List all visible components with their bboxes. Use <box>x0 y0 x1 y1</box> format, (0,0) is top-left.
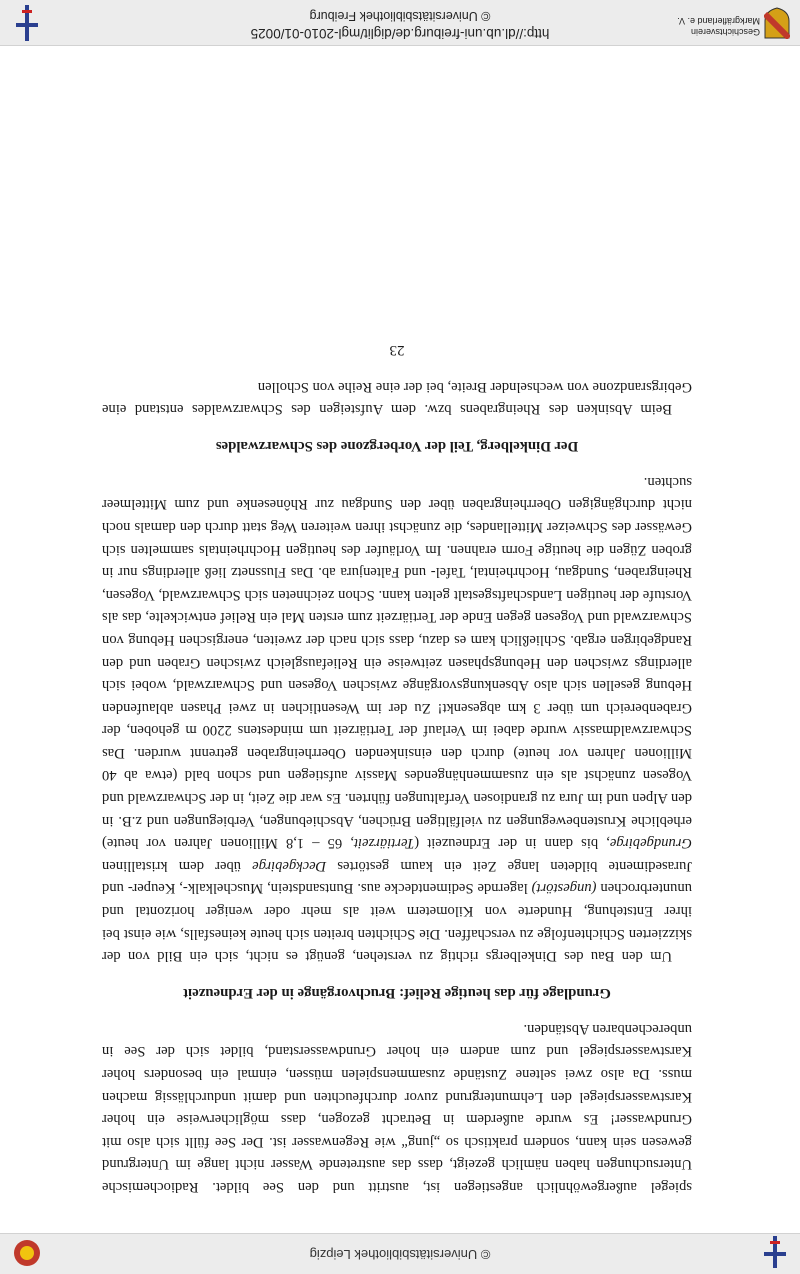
document-url[interactable]: http://dl.ub.uni-freiburg.de/diglit/mgl-2010-01/0025 <box>250 26 550 41</box>
copyright-leipzig: © Universitätsbibliothek Leipzig <box>309 1247 491 1262</box>
document-page <box>102 338 692 1198</box>
viewer-footer-bar <box>0 1233 800 1274</box>
viewer-header-bar <box>0 0 800 46</box>
society-logo-icon <box>10 1238 44 1268</box>
paragraph-lake: spiegel außergewöhnlich angestiegen ist, austritt und den See bildet. Radiochemische Untersuchungen haben nämlich gezeigt, dass das austretende Wasser nicht lange im Untergrund gewesen sein kann, sondern praktisch so „jung“ wie Regenwasser ist. Der See füllt sich also mit Grundwasser! Es wurde außerdem in Betracht gezogen, dass möglicherweise ein hoher Karstwasserspiegel den Lehmuntergrund zuvor durchfeuchten und damit undurchlässig machen muss. Da also zwei seltene Zustände zusammenspielen müssen, einmal ein besonders hoher Karstwasserspiegel und zum andern ein hoher Grundwasserstand, bildet sich der See in unberechenbaren Abständen. <box>102 1020 692 1195</box>
cross-icon <box>16 5 38 41</box>
paragraph-rheingraben: Beim Absinken des Rheingrabens bzw. dem Aufsteigen des Schwarzwaldes entstand eine Gebirgsrandzone von wechselnder Breite, bei der eine Reihe von Schollen <box>102 378 692 418</box>
paragraph-dinkelberg-bau: Um den Bau des Dinkelbergs richtig zu verstehen, genügt es nicht, sich ein Bild von der skizzierten Schichtenfolge zu verschaffen. Die Schichten breiten sich heute keinesfalls, wie einst bei ihrer Entstehung, Hunderte von Kilometern weit als mehr oder weniger horizontal und ununterbrochen (ungestört) lagernde Sedimentdecke aus. Buntsandstein, Muschelkalk-, Keuper- und Jurasedimente bildeten lange Zeit ein kaum gestörtes Deckgebirge über dem kristallinen Grundgebirge, bis dann in der Erdneuzeit (Tertiärzeit, 65 – 1,8 Millionen Jahren vor heute) erhebliche Krustenbewegungen zu vielfältigen Brüchen, Abschiebungen, Verbiegungen und z.B. in den Alpen und im Jura zu grandiosen Verfaltungen führten. Es war die Zeit, in der Schwarzwald und Vogesen zunächst als ein zusammenhängendes Massiv aufstiegen und schon bald (etwa ab 40 Millionen Jahren vor heute) durch den einsinkenden Oberrheingraben getrennt wurden. Das Schwarzwaldmassiv wurde dabei im Verlauf der Tertiärzeit um mindestens 2200 m gehoben, der Grabenbereich um über 3 km abgesenkt! Zu der im Wesentlichen in zwei Phasen ablaufenden Hebung gesellen sich also Absenkungsvorgänge zwischen Vogesen und Schwarzwald, wobei sich allerdings zwischen den Hebungsphasen zeitweise ein Reliefausgleich zwischen Graben und den Randgebirgen ergab. Schließlich kam es dazu, dass sich nach der zweiten, energischen Hebung von Schwarzwald und Vogesen gegen Ende der Tertiärzeit zum ersten Mal ein Relief entwickelte, das als Vorstufe der heutigen Landschaftsgestalt gelten kann. Schon zeichneten sich Schwarzwald, Vogesen, Rheingraben, Sundgau, Hochrheintal, Tafel- und Faltenjura ab. Das Flussnetz ließ allerdings nur in groben Zügen die heutige Form erahnen. Im Vorläufer des heutigen Hochrheintals sammelten sich Gewässer des Schweizer Mittellandes, die zunächst ihren weiteren Weg statt durch den damals noch nicht durchgängigen Oberrheingraben über den Sundgau zur Rhônesenke und zum Mittelmeer suchten. <box>102 473 692 965</box>
page-number: 23 <box>389 342 405 358</box>
heading-vorbergzone: Der Dinkelberg, Teil der Vorbergzone des Schwarzwaldes <box>215 438 579 455</box>
heading-bruchvorgaenge: Grundlage für das heutige Relief: Bruchvorgänge in der Erdneuzeit <box>183 985 611 1002</box>
society-name: Geschichtsverein Markgräflerland e. V. <box>677 16 760 37</box>
copyright-freiburg: © Universitätsbibliothek Freiburg <box>309 9 491 23</box>
